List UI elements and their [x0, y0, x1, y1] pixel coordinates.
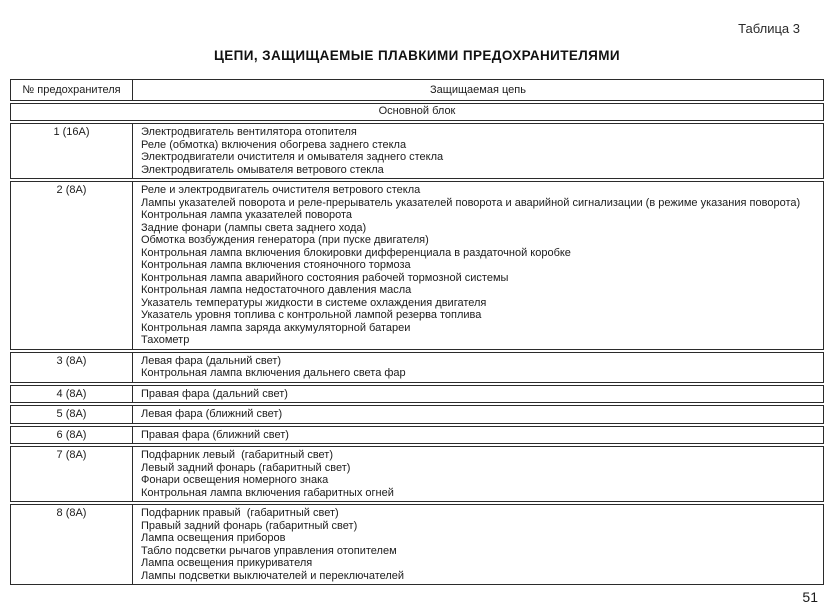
circuit-list — [133, 182, 823, 349]
table-row — [10, 426, 824, 445]
table-header-row — [10, 79, 824, 101]
circuit-item: Лампа освещения приборов — [141, 532, 286, 544]
circuit-item: Электродвигатель вентилятора отопителя — [141, 126, 357, 138]
fuse-number: 5 (8А) — [11, 406, 133, 423]
circuit-item: Контрольная лампа заряда аккумуляторной батареи — [141, 321, 411, 334]
fuse-number: 7 (8А) — [11, 447, 133, 501]
fuse-table-body — [10, 123, 824, 585]
table-row — [10, 385, 824, 404]
circuit-item: Правая фара (дальний свет) — [141, 387, 288, 400]
circuit-item: Контрольная лампа включения блокировки дифференциала в раздаточной коробке — [141, 246, 571, 259]
fuse-number: 1 (16А) — [11, 124, 133, 178]
circuit-item: Подфарник левый (габаритный свет) — [141, 449, 333, 461]
table-row — [10, 405, 824, 424]
circuit-item: Задние фонари (лампы света заднего хода) — [141, 221, 367, 234]
section-label: Основной блок — [378, 105, 456, 117]
circuit-item: Тахометр — [141, 334, 190, 346]
circuit-list — [133, 447, 823, 501]
circuit-list — [133, 505, 823, 584]
circuit-item: Лампы указателей поворота и реле-прерыватель указателей поворота и аварийной сигнализации (в режиме указания поворота) — [141, 196, 801, 209]
table-row — [10, 446, 824, 502]
circuit-list — [133, 427, 823, 444]
circuit-item: Электродвигатель омывателя ветрового стекла — [141, 163, 384, 176]
table-section-row — [10, 103, 824, 121]
page-title: ЦЕПИ, ЗАЩИЩАЕМЫЕ ПЛАВКИМИ ПРЕДОХРАНИТЕЛЯМИ — [214, 48, 620, 63]
table-row — [10, 181, 824, 350]
circuit-item: Обмотка возбуждения генератора (при пуске двигателя) — [141, 234, 429, 246]
circuit-item: Табло подсветки рычагов управления отопителем — [141, 544, 397, 557]
circuit-list — [133, 124, 823, 178]
circuit-item: Левая фара (дальний свет) — [141, 354, 282, 367]
circuit-item: Левая фара (ближний свет) — [141, 408, 283, 420]
circuit-item: Фонари освещения номерного знака — [141, 474, 329, 486]
circuit-item: Контрольная лампа включения дальнего света фар — [141, 367, 406, 379]
circuit-item: Указатель температуры жидкости в системе охлаждения двигателя — [141, 296, 487, 309]
circuit-list — [133, 386, 823, 403]
table-row — [10, 504, 824, 585]
circuit-item: Контрольная лампа недостаточного давления масла — [141, 284, 412, 296]
fuse-number: 2 (8А) — [11, 182, 133, 349]
circuit-item: Контрольная лампа указателей поворота — [141, 209, 353, 221]
column-header-protected-circuit: Защищаемая цепь — [430, 83, 526, 96]
fuse-number: 6 (8А) — [11, 427, 133, 444]
circuit-item: Лампа освещения прикуривателя — [141, 557, 313, 569]
circuit-item: Подфарник правый (габаритный свет) — [141, 507, 339, 519]
circuit-item: Реле (обмотка) включения обогрева заднего стекла — [141, 138, 407, 151]
page-number: 51 — [802, 589, 818, 605]
circuit-item: Реле и электродвигатель очистителя ветрового стекла — [141, 184, 421, 196]
fuse-number: 3 (8А) — [11, 353, 133, 382]
fuse-number: 8 (8А) — [11, 505, 133, 584]
table-caption: Таблица 3 — [738, 21, 800, 36]
circuit-list — [133, 353, 823, 382]
circuit-item: Левый задний фонарь (габаритный свет) — [141, 461, 351, 474]
column-header-fuse-number: № предохранителя — [11, 80, 133, 100]
table-row — [10, 123, 824, 179]
fuse-table — [10, 79, 824, 585]
circuit-list — [133, 406, 823, 423]
fuse-number: 4 (8А) — [11, 386, 133, 403]
circuit-item: Указатель уровня топлива с контрольной лампой резерва топлива — [141, 309, 482, 321]
circuit-item: Лампы подсветки выключателей и переключателей — [141, 569, 405, 582]
circuit-item: Правый задний фонарь (габаритный свет) — [141, 519, 358, 532]
circuit-item: Контрольная лампа включения габаритных огней — [141, 486, 394, 499]
circuit-item: Контрольная лампа аварийного состояния рабочей тормозной системы — [141, 271, 509, 284]
circuit-item: Правая фара (ближний свет) — [141, 428, 289, 441]
circuit-item: Контрольная лампа включения стояночного тормоза — [141, 259, 411, 271]
circuit-item: Электродвигатели очистителя и омывателя заднего стекла — [141, 151, 444, 163]
table-row — [10, 352, 824, 383]
